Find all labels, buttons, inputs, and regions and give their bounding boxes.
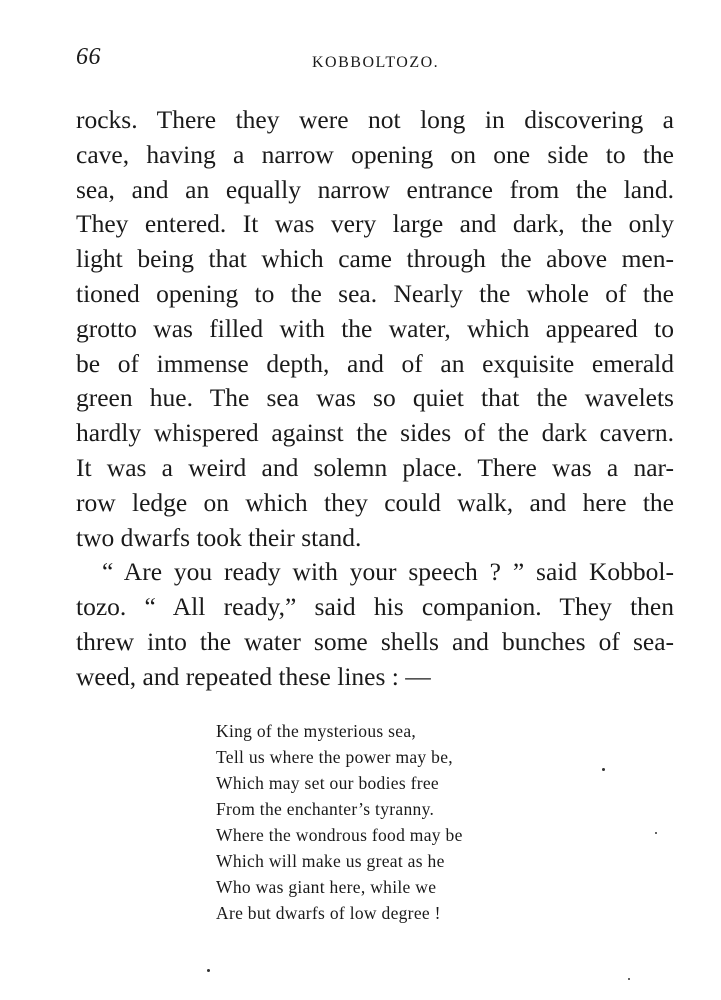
- verse-block: [216, 718, 536, 926]
- text-line: weed, and repeated these lines : —: [76, 661, 431, 691]
- text-line: grotto was filled with the water, which appeared to: [76, 313, 674, 343]
- verse-line: From the enchanter’s tyranny.: [216, 799, 435, 819]
- text-line: They entered. It was very large and dark, the only: [76, 209, 674, 239]
- text-line: “ Are you ready with your speech ? ” said Kobbol-: [102, 557, 674, 587]
- verse-line: Are but dwarfs of low degree !: [216, 903, 441, 923]
- text-line: light being that which came through the above men-: [76, 244, 674, 274]
- text-line: threw into the water some shells and bunches of sea-: [76, 626, 674, 656]
- verse-line: King of the mysterious sea,: [216, 721, 417, 741]
- verse-line: Who was giant here, while we: [216, 877, 437, 897]
- verse-line: Tell us where the power may be,: [216, 747, 453, 767]
- text-line: be of immense depth, and of an exquisite emerald: [76, 348, 674, 378]
- verse-line: Which will make us great as he: [216, 851, 445, 871]
- paper-speck: [628, 978, 630, 980]
- running-head: KOBBOLTOZO.: [312, 54, 440, 71]
- text-line: tioned opening to the sea. Nearly the whole of the: [76, 278, 674, 308]
- body-text: [76, 103, 674, 695]
- text-line: sea, and an equally narrow entrance from the land.: [76, 174, 674, 204]
- paper-speck: [207, 969, 210, 972]
- page-number: 66: [76, 44, 101, 70]
- text-line: cave, having a narrow opening on one side to the: [76, 139, 674, 169]
- page-header: [76, 44, 676, 76]
- verse-line: Which may set our bodies free: [216, 773, 439, 793]
- verse-line: Where the wondrous food may be: [216, 825, 463, 845]
- text-line: two dwarfs took their stand.: [76, 522, 362, 552]
- text-line: row ledge on which they could walk, and here the: [76, 487, 674, 517]
- paper-speck: [655, 832, 657, 834]
- text-line: green hue. The sea was so quiet that the wavelets: [76, 383, 674, 413]
- text-line: It was a weird and solemn place. There was a nar-: [76, 452, 674, 482]
- text-line: tozo. “ All ready,” said his companion. They then: [76, 592, 674, 622]
- text-line: hardly whispered against the sides of the dark cavern.: [76, 418, 674, 448]
- paper-speck: [602, 768, 605, 771]
- text-line: rocks. There they were not long in discovering a: [76, 105, 674, 134]
